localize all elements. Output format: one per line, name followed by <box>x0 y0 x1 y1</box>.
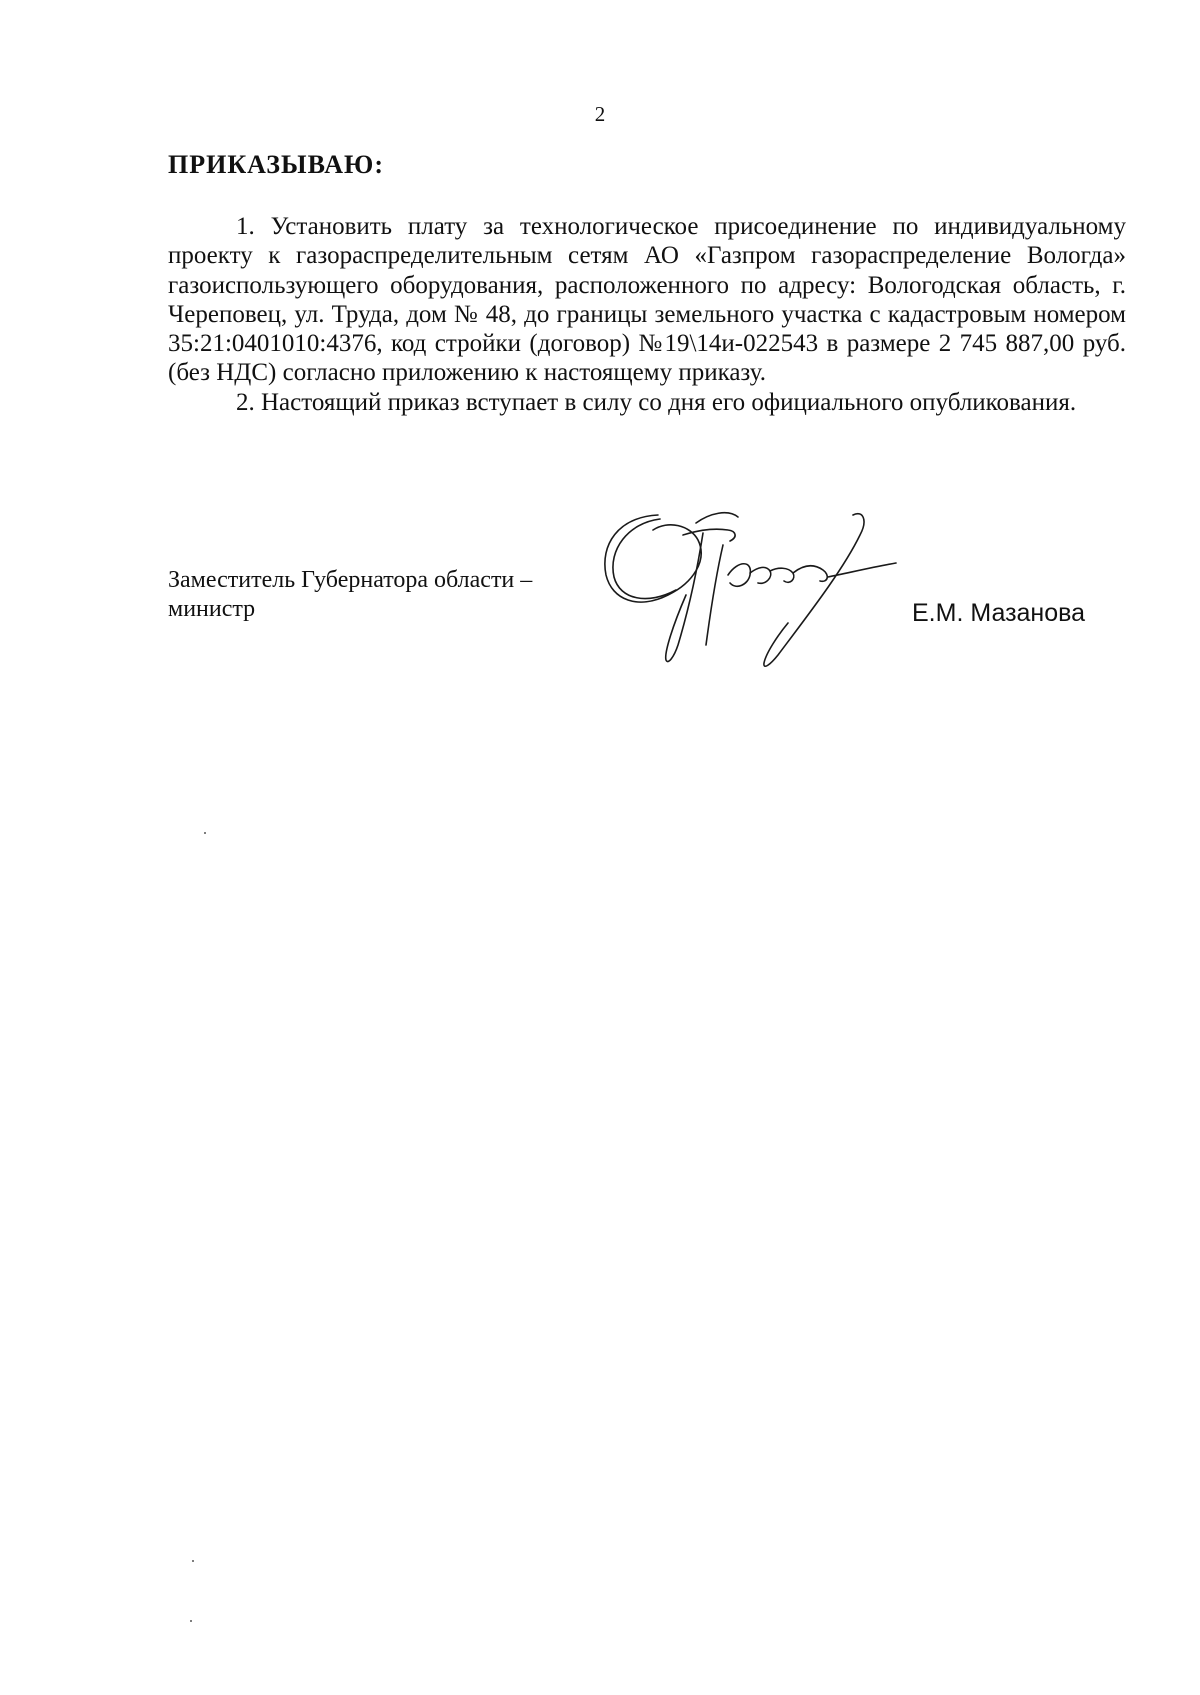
scan-speck <box>204 832 206 834</box>
page-number: 2 <box>594 102 606 126</box>
handwritten-signature <box>598 505 898 685</box>
order-item-1: 1. Установить плату за технологическое присоединение по индивидуальному проекту к газораспределительным сетям АО «Газпром газораспределение Вологда» газоиспользующего оборудования, расположенного по адресу: Вологодская область, г. Череповец, ул. Труда, дом № 48, до границы земельного участка с кадастровым номером 35:21:0401010:4376, код стройки (договор) №19\14и-022543 в размере 2 745 887,00 руб. (без НДС) согласно приложению к настоящему приказу. <box>168 213 1126 387</box>
signatory-position <box>168 566 532 624</box>
order-body <box>168 212 1126 417</box>
position-line-2: министр <box>168 596 256 622</box>
position-line-1: Заместитель Губернатора области – <box>168 567 533 593</box>
order-item-2: 2. Настоящий приказ вступает в силу со дня его официального опубликования. <box>236 388 1077 416</box>
scan-speck <box>190 1620 192 1622</box>
order-heading: ПРИКАЗЫВАЮ: <box>168 150 384 179</box>
scan-speck <box>192 1560 194 1562</box>
signer-name: Е.М. Мазанова <box>912 599 1086 627</box>
